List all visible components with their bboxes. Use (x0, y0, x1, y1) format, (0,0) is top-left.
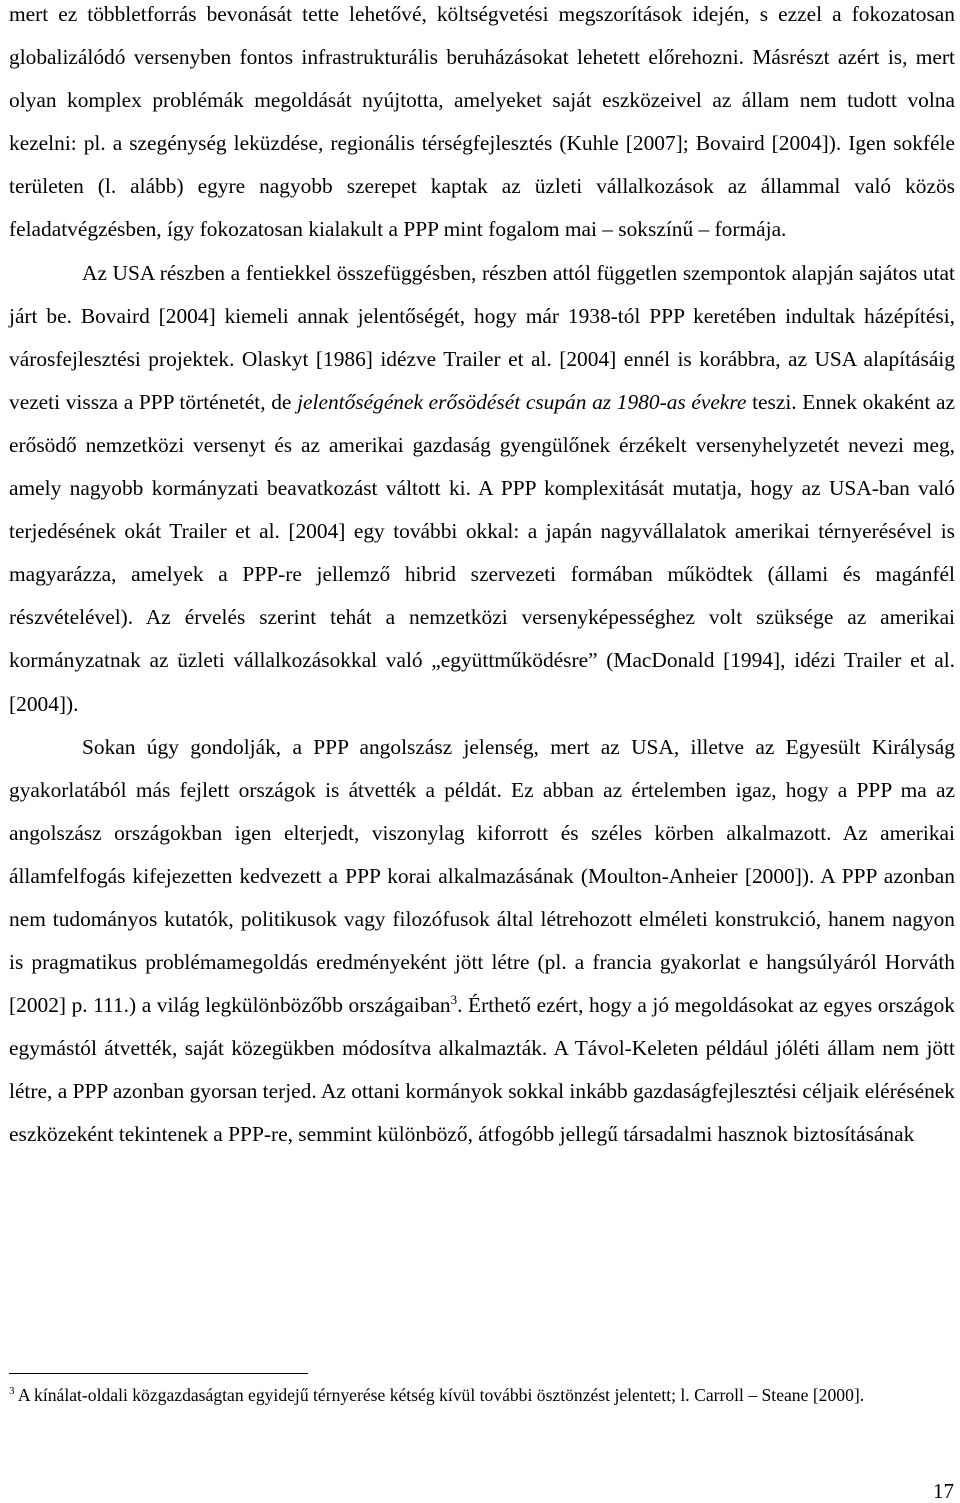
paragraph-1: mert ez többletforrás bevonását tette lehetővé, költségvetési megszorítások idején, s ezzel a fokozatosan globalizálódó versenyben fontos infrastrukturális beruházásokat lehetett előrehozni. Másrészt azért is, mert olyan komplex problémák megoldását nyújtotta, amelyeket saját eszközeivel az állam nem tudott volna kezelni: pl. a szegénység leküzdése, regionális térségfejlesztés (Kuhle [2007]; Bovaird [2004]). Igen sokféle területen (l. alább) egyre nagyobb szerepet kaptak az üzleti vállalkozások az állammal való közös feladatvégzésben, így fokozatosan kialakult a PPP mint fogalom mai – sokszínű – formája. (9, 2, 955, 242)
footnote-reference[interactable]: 3 (450, 992, 458, 1008)
paragraph-2 (9, 252, 955, 726)
footnote-text: A kínálat-oldali közgazdaságtan egyidejű térnyerése kétség kívül további ösztönzést jelentett; l. Carroll – Steane [2000]. (14, 1385, 865, 1405)
footnote (9, 1383, 955, 1408)
page-number: 17 (933, 1479, 954, 1503)
paragraph-2-text-a: Az USA részben a fentiekkel összefüggésben, részben attól független szempontok alapján sajátos utat járt be. Bovaird [2004] kiemeli annak jelentőségét, hogy már 1938-tól PPP keretében indultak házépítési, városfejlesztési projektek. Olaskyt [1986] idézve Trailer et al. [2004] ennél is korábbra, az USA alapításáig vezeti vissza a PPP történetét, de (9, 260, 955, 414)
footnote-separator (9, 1373, 308, 1374)
paragraph-2-text-b: teszi. Ennek okaként az erősödő nemzetközi versenyt és az amerikai gazdaság gyengülőnek érzékelt versenyhelyzetét nevezi meg, amely nagyobb kormányzati beavatkozást váltott ki. A PPP komplexitását mutatja, hogy az USA-ban való terjedésének okát Trailer et al. [2004] egy további okkal: a japán nagyvállalatok amerikai térnyerésével is magyarázza, amelyek a PPP-re jellemző hibrid szervezeti formában működtek (állami és magánfél részvételével). Az érvelés szerint tehát a nemzetközi versenyképességhez volt szüksége az amerikai kormányzatnak az üzleti vállalkozásokkal való „együttműködésre” (MacDonald [1994], idézi Trailer et al. [2004]). (9, 389, 955, 716)
paragraph-3-text-a: Sokan úgy gondolják, a PPP angolszász jelenség, mert az USA, illetve az Egyesült Királyság gyakorlatából más fejlett országok is átvették a példát. Ez abban az értelemben igaz, hogy a PPP ma az angolszász országokban igen elterjedt, viszonylag kiforrott és széles körben alkalmazott. Az amerikai államfelfogás kifejezetten kedvezett a PPP korai alkalmazásának (Moulton-Anheier [2000]). A PPP azonban nem tudományos kutatók, politikusok vagy filozófusok által létrehozott elméleti konstrukció, hanem nagyon is pragmatikus problémamegoldás eredményeként jött létre (pl. a francia gyakorlat e hangsúlyáról Horváth [2002] p. 111.) a világ legkülönbözőbb országaiban (9, 734, 955, 1018)
footnote-mark: 3 (9, 1385, 15, 1398)
document-page (9, 0, 955, 1164)
paragraph-2-italic: jelentőségének erősödését csupán az 1980-as évekre (297, 389, 747, 414)
body-text (9, 0, 955, 1157)
paragraph-3 (9, 726, 955, 1157)
paragraph-3-text-b: . Érthető ezért, hogy a jó megoldásokat az egyes országok egymástól átvették, saját közegükben módosítva alkalmazták. A Távol-Keleten például jóléti állam nem jött létre, a PPP azonban gyorsan terjed. Az ottani kormányok sokkal inkább gazdaságfejlesztési céljaik elérésének eszközeként tekintenek a PPP-re, semmint különböző, átfogóbb jellegű társadalmi hasznok biztosításának (9, 993, 955, 1147)
